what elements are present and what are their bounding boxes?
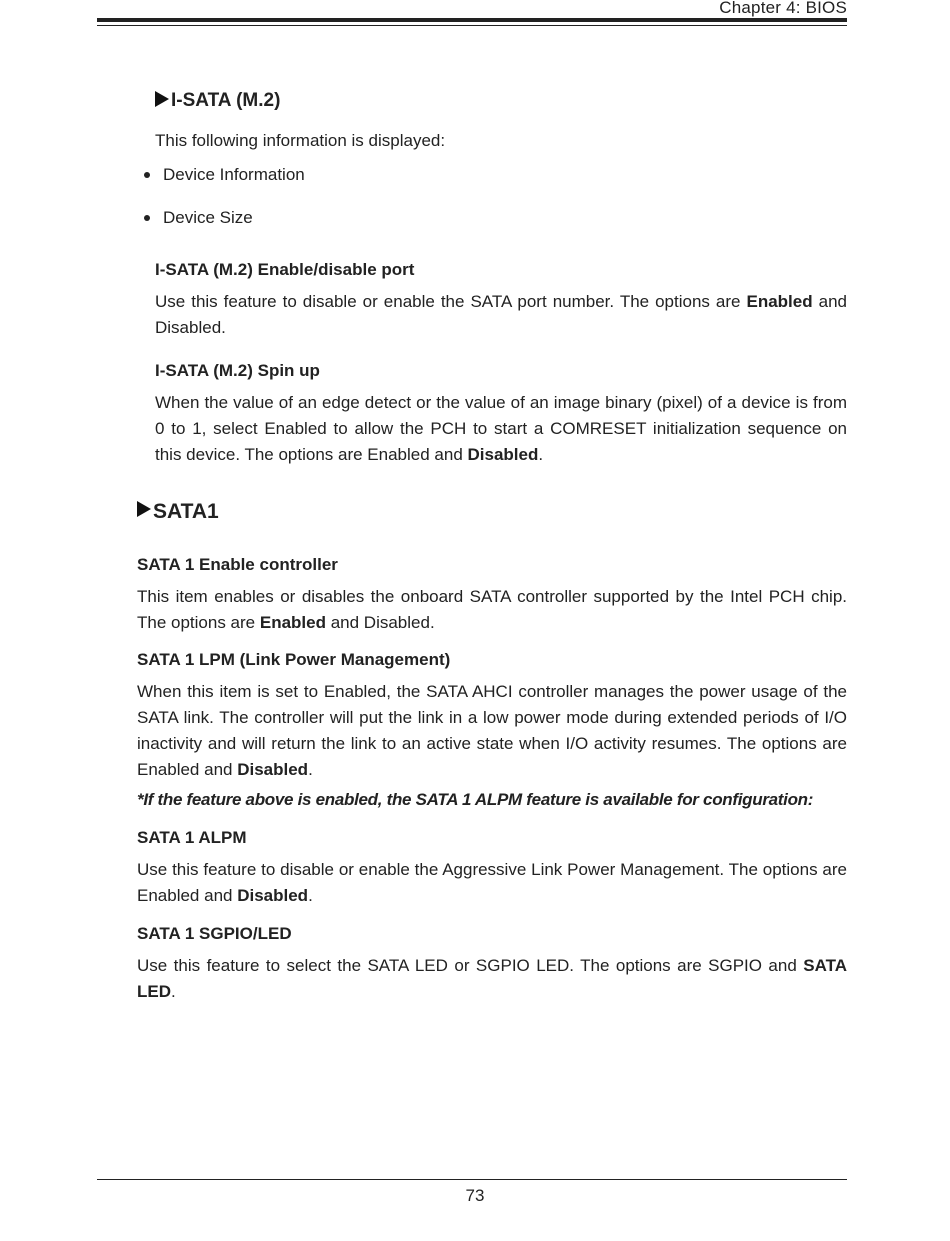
isata-title: I-SATA (M.2): [171, 90, 281, 111]
sata1-item-enable-controller: [137, 555, 847, 636]
item-description: Use this feature to disable or enable the SATA port number. The options are Enabled and Disabled.: [155, 292, 847, 337]
bullet-text: Device Size: [163, 208, 253, 227]
isata-intro-block: [155, 128, 847, 154]
header-rule-thin: [97, 25, 847, 26]
item-description: Use this feature to select the SATA LED or SGPIO LED. The options are SGPIO and SATA LED.: [137, 956, 847, 1001]
item-title: SATA 1 SGPIO/LED: [137, 924, 292, 943]
footer-rule: [97, 1179, 847, 1180]
sata1-item-lpm: [137, 650, 847, 783]
isata-item-enable-port: [155, 260, 847, 341]
item-title: SATA 1 LPM (Link Power Management): [137, 650, 451, 669]
triangle-right-icon: [155, 91, 169, 107]
bullet-text: Device Information: [163, 165, 305, 184]
list-item: [144, 208, 253, 228]
sata1-item-sgpio-led: [137, 924, 847, 1005]
item-description: When this item is set to Enabled, the SATA AHCI controller manages the power usage of the SATA link. The controller will put the link in a low power mode during extended periods of I/O inactivity and will return the link to an active state when I/O activity resumes. The options are Enabled and Disabled.: [137, 682, 847, 779]
chapter-title: Chapter 4: BIOS: [719, 0, 847, 17]
item-description: Use this feature to disable or enable the Aggressive Link Power Management. The options are Enabled and Disabled.: [137, 860, 847, 905]
item-title: SATA 1 Enable controller: [137, 555, 338, 574]
item-title: SATA 1 ALPM: [137, 828, 247, 847]
sata1-note: [137, 790, 847, 810]
configuration-note: *If the feature above is enabled, the SATA 1 ALPM feature is available for configuration:: [137, 790, 814, 809]
bullet-icon: [144, 215, 150, 221]
triangle-right-icon: [137, 501, 151, 517]
list-item: [144, 165, 305, 185]
sata1-title: SATA1: [153, 500, 219, 523]
item-title: I-SATA (M.2) Spin up: [155, 361, 320, 380]
bullet-icon: [144, 172, 150, 178]
sata1-heading: [137, 500, 847, 524]
sata1-item-alpm: [137, 828, 847, 909]
isata-heading: [155, 90, 847, 112]
item-title: I-SATA (M.2) Enable/disable port: [155, 260, 415, 279]
item-description: When the value of an edge detect or the value of an image binary (pixel) of a device is from 0 to 1, select Enabled to allow the PCH to start a COMRESET initialization sequence on this device. The options are Enabled and Disabled.: [155, 393, 847, 464]
item-description: This item enables or disables the onboard SATA controller supported by the Intel PCH chip. The options are Enabled and Disabled.: [137, 587, 847, 632]
header-rule-thick: [97, 18, 847, 22]
isata-item-spin-up: [155, 361, 847, 468]
page-number: 73: [465, 1186, 485, 1205]
isata-intro: This following information is displayed:: [155, 131, 446, 150]
